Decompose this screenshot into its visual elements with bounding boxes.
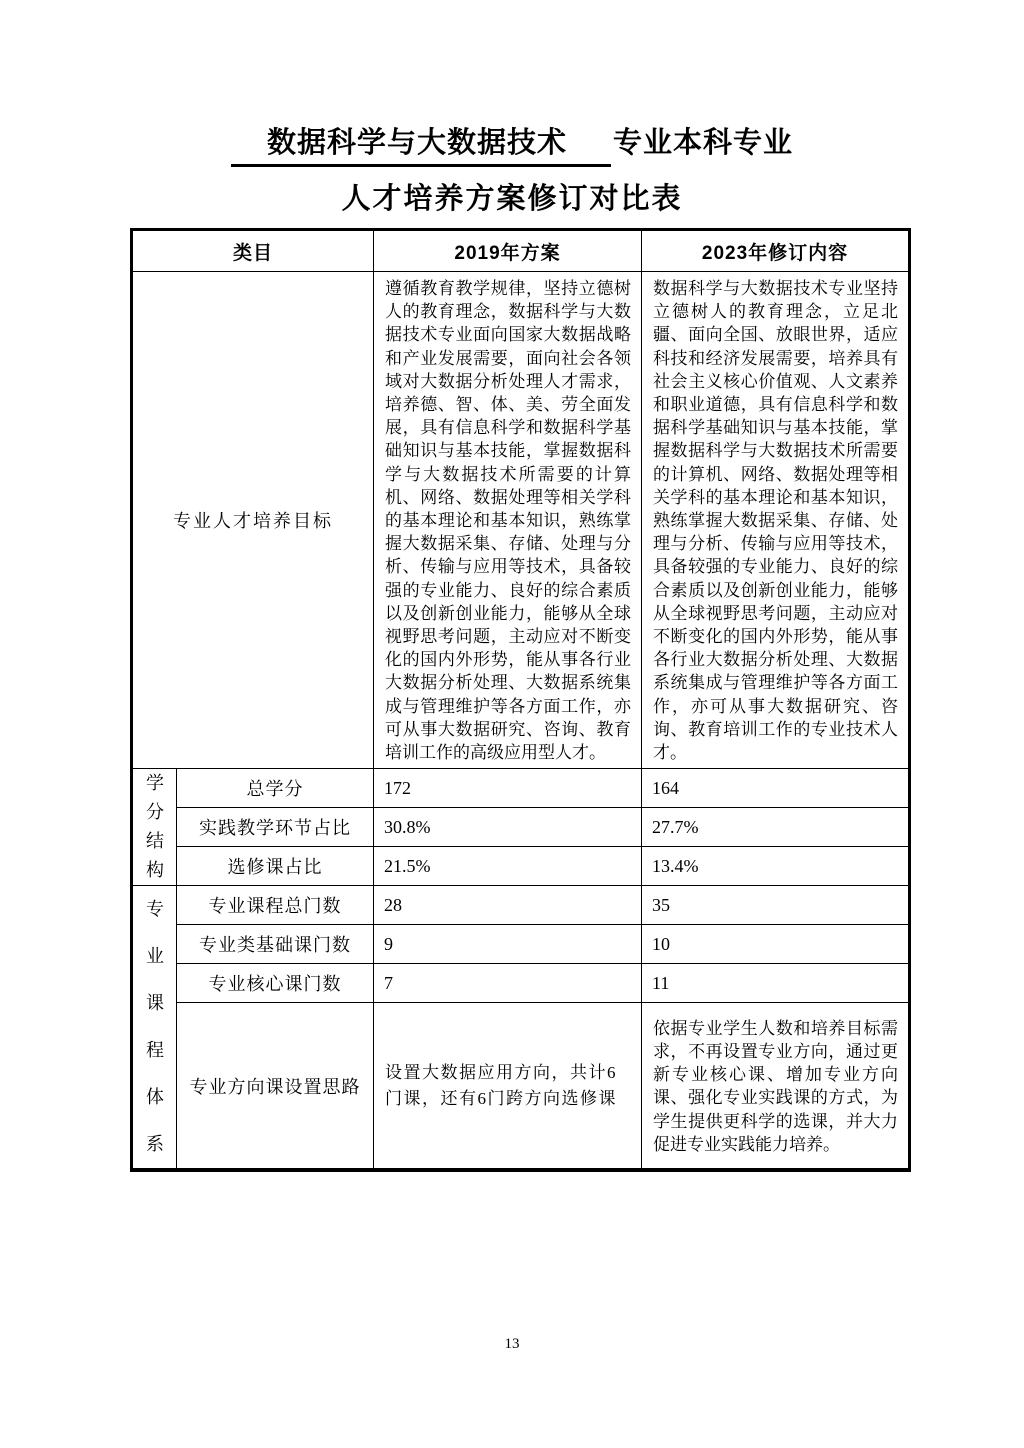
label-total-courses: 专业课程总门数 bbox=[177, 886, 374, 925]
group-label-credit-structure: 学分结构 bbox=[132, 769, 177, 886]
row-basic-courses bbox=[132, 925, 910, 964]
practice-ratio-2023: 27.7% bbox=[642, 808, 910, 847]
row-direction-courses bbox=[132, 1003, 910, 1170]
basic-courses-2019: 9 bbox=[374, 925, 642, 964]
row-core-courses bbox=[132, 964, 910, 1003]
header-cell-revision-2023: 2023年修订内容 bbox=[642, 230, 910, 272]
label-core-courses: 专业核心课门数 bbox=[177, 964, 374, 1003]
row-total-courses bbox=[132, 886, 910, 925]
row-training-goal bbox=[132, 272, 910, 769]
total-courses-2023: 35 bbox=[642, 886, 910, 925]
elective-ratio-2023: 13.4% bbox=[642, 847, 910, 886]
page-title bbox=[0, 124, 1024, 218]
core-courses-2023: 11 bbox=[642, 964, 910, 1003]
page-title-line1 bbox=[0, 124, 1024, 167]
label-direction-courses: 专业方向课设置思路 bbox=[177, 1003, 374, 1170]
total-credits-2019: 172 bbox=[374, 769, 642, 808]
training-goal-label: 专业人才培养目标 bbox=[132, 272, 374, 769]
page-title-line1-suffix: 专业本科专业 bbox=[613, 127, 794, 159]
header-cell-category: 类目 bbox=[132, 230, 374, 272]
direction-courses-2019: 设置大数据应用方向，共计6门课，还有6门跨方向选修课 bbox=[374, 1003, 642, 1170]
label-practice-ratio: 实践教学环节占比 bbox=[177, 808, 374, 847]
direction-courses-2023: 依据专业学生人数和培养目标需求，不再设置专业方向，通过更新专业核心课、增加专业方向课、强化专业实践课的方式，为学生提供更科学的选课，并大力促进专业实践能力培养。 bbox=[642, 1003, 910, 1170]
practice-ratio-2019: 30.8% bbox=[374, 808, 642, 847]
program-name-underlined: 数据科学与大数据技术 bbox=[231, 124, 611, 167]
row-practice-ratio bbox=[132, 808, 910, 847]
training-goal-revision-2023: 数据科学与大数据技术专业坚持立德树人的教育理念，立足北疆、面向全国、放眼世界，适应科技和经济发展需要，培养具有社会主义核心价值观、人文素养和职业道德，具有信息科学和数据科学基础知识与基本技能，掌握数据科学与大数据技术所需要的计算机、网络、数据处理等相关学科的基本理论和基本知识，熟练掌握大数据采集、存储、处理与分析、传输与应用等技术，具备较强的专业能力、良好的综合素质以及创新创业能力，能够从全球视野思考问题，主动应对不断变化的国内外形势，能从事各行业大数据分析处理、大数据系统集成与管理维护等各方面工作，亦可从事大数据研究、咨询、教育培训工作的专业技术人才。 bbox=[642, 272, 910, 769]
label-elective-ratio: 选修课占比 bbox=[177, 847, 374, 886]
page-number: 13 bbox=[504, 1336, 520, 1352]
page-title-line2: 人才培养方案修订对比表 bbox=[341, 183, 683, 215]
label-basic-courses: 专业类基础课门数 bbox=[177, 925, 374, 964]
label-total-credits: 总学分 bbox=[177, 769, 374, 808]
core-courses-2019: 7 bbox=[374, 964, 642, 1003]
group-label-course-system: 专业课程体系 bbox=[132, 886, 177, 1171]
elective-ratio-2019: 21.5% bbox=[374, 847, 642, 886]
header-cell-plan-2019: 2019年方案 bbox=[374, 230, 642, 272]
row-elective-ratio bbox=[132, 847, 910, 886]
total-credits-2023: 164 bbox=[642, 769, 910, 808]
table-header-row bbox=[132, 230, 910, 272]
comparison-table bbox=[130, 228, 911, 1172]
basic-courses-2023: 10 bbox=[642, 925, 910, 964]
total-courses-2019: 28 bbox=[374, 886, 642, 925]
training-goal-plan-2019: 遵循教育教学规律，坚持立德树人的教育理念，数据科学与大数据技术专业面向国家大数据战略和产业发展需要，面向社会各领域对大数据分析处理人才需求，培养德、智、体、美、劳全面发展，具有信息科学和数据科学基础知识与基本技能，掌握数据科学与大数据技术所需要的计算机、网络、数据处理等相关学科的基本理论和基本知识，熟练掌握大数据采集、存储、处理与分析、传输与应用等技术，具备较强的专业能力、良好的综合素质以及创新创业能力，能够从全球视野思考问题，主动应对不断变化的国内外形势，能从事各行业大数据分析处理、大数据系统集成与管理维护等各方面工作，亦可从事大数据研究、咨询、教育培训工作的高级应用型人才。 bbox=[374, 272, 642, 769]
row-total-credits bbox=[132, 769, 910, 808]
